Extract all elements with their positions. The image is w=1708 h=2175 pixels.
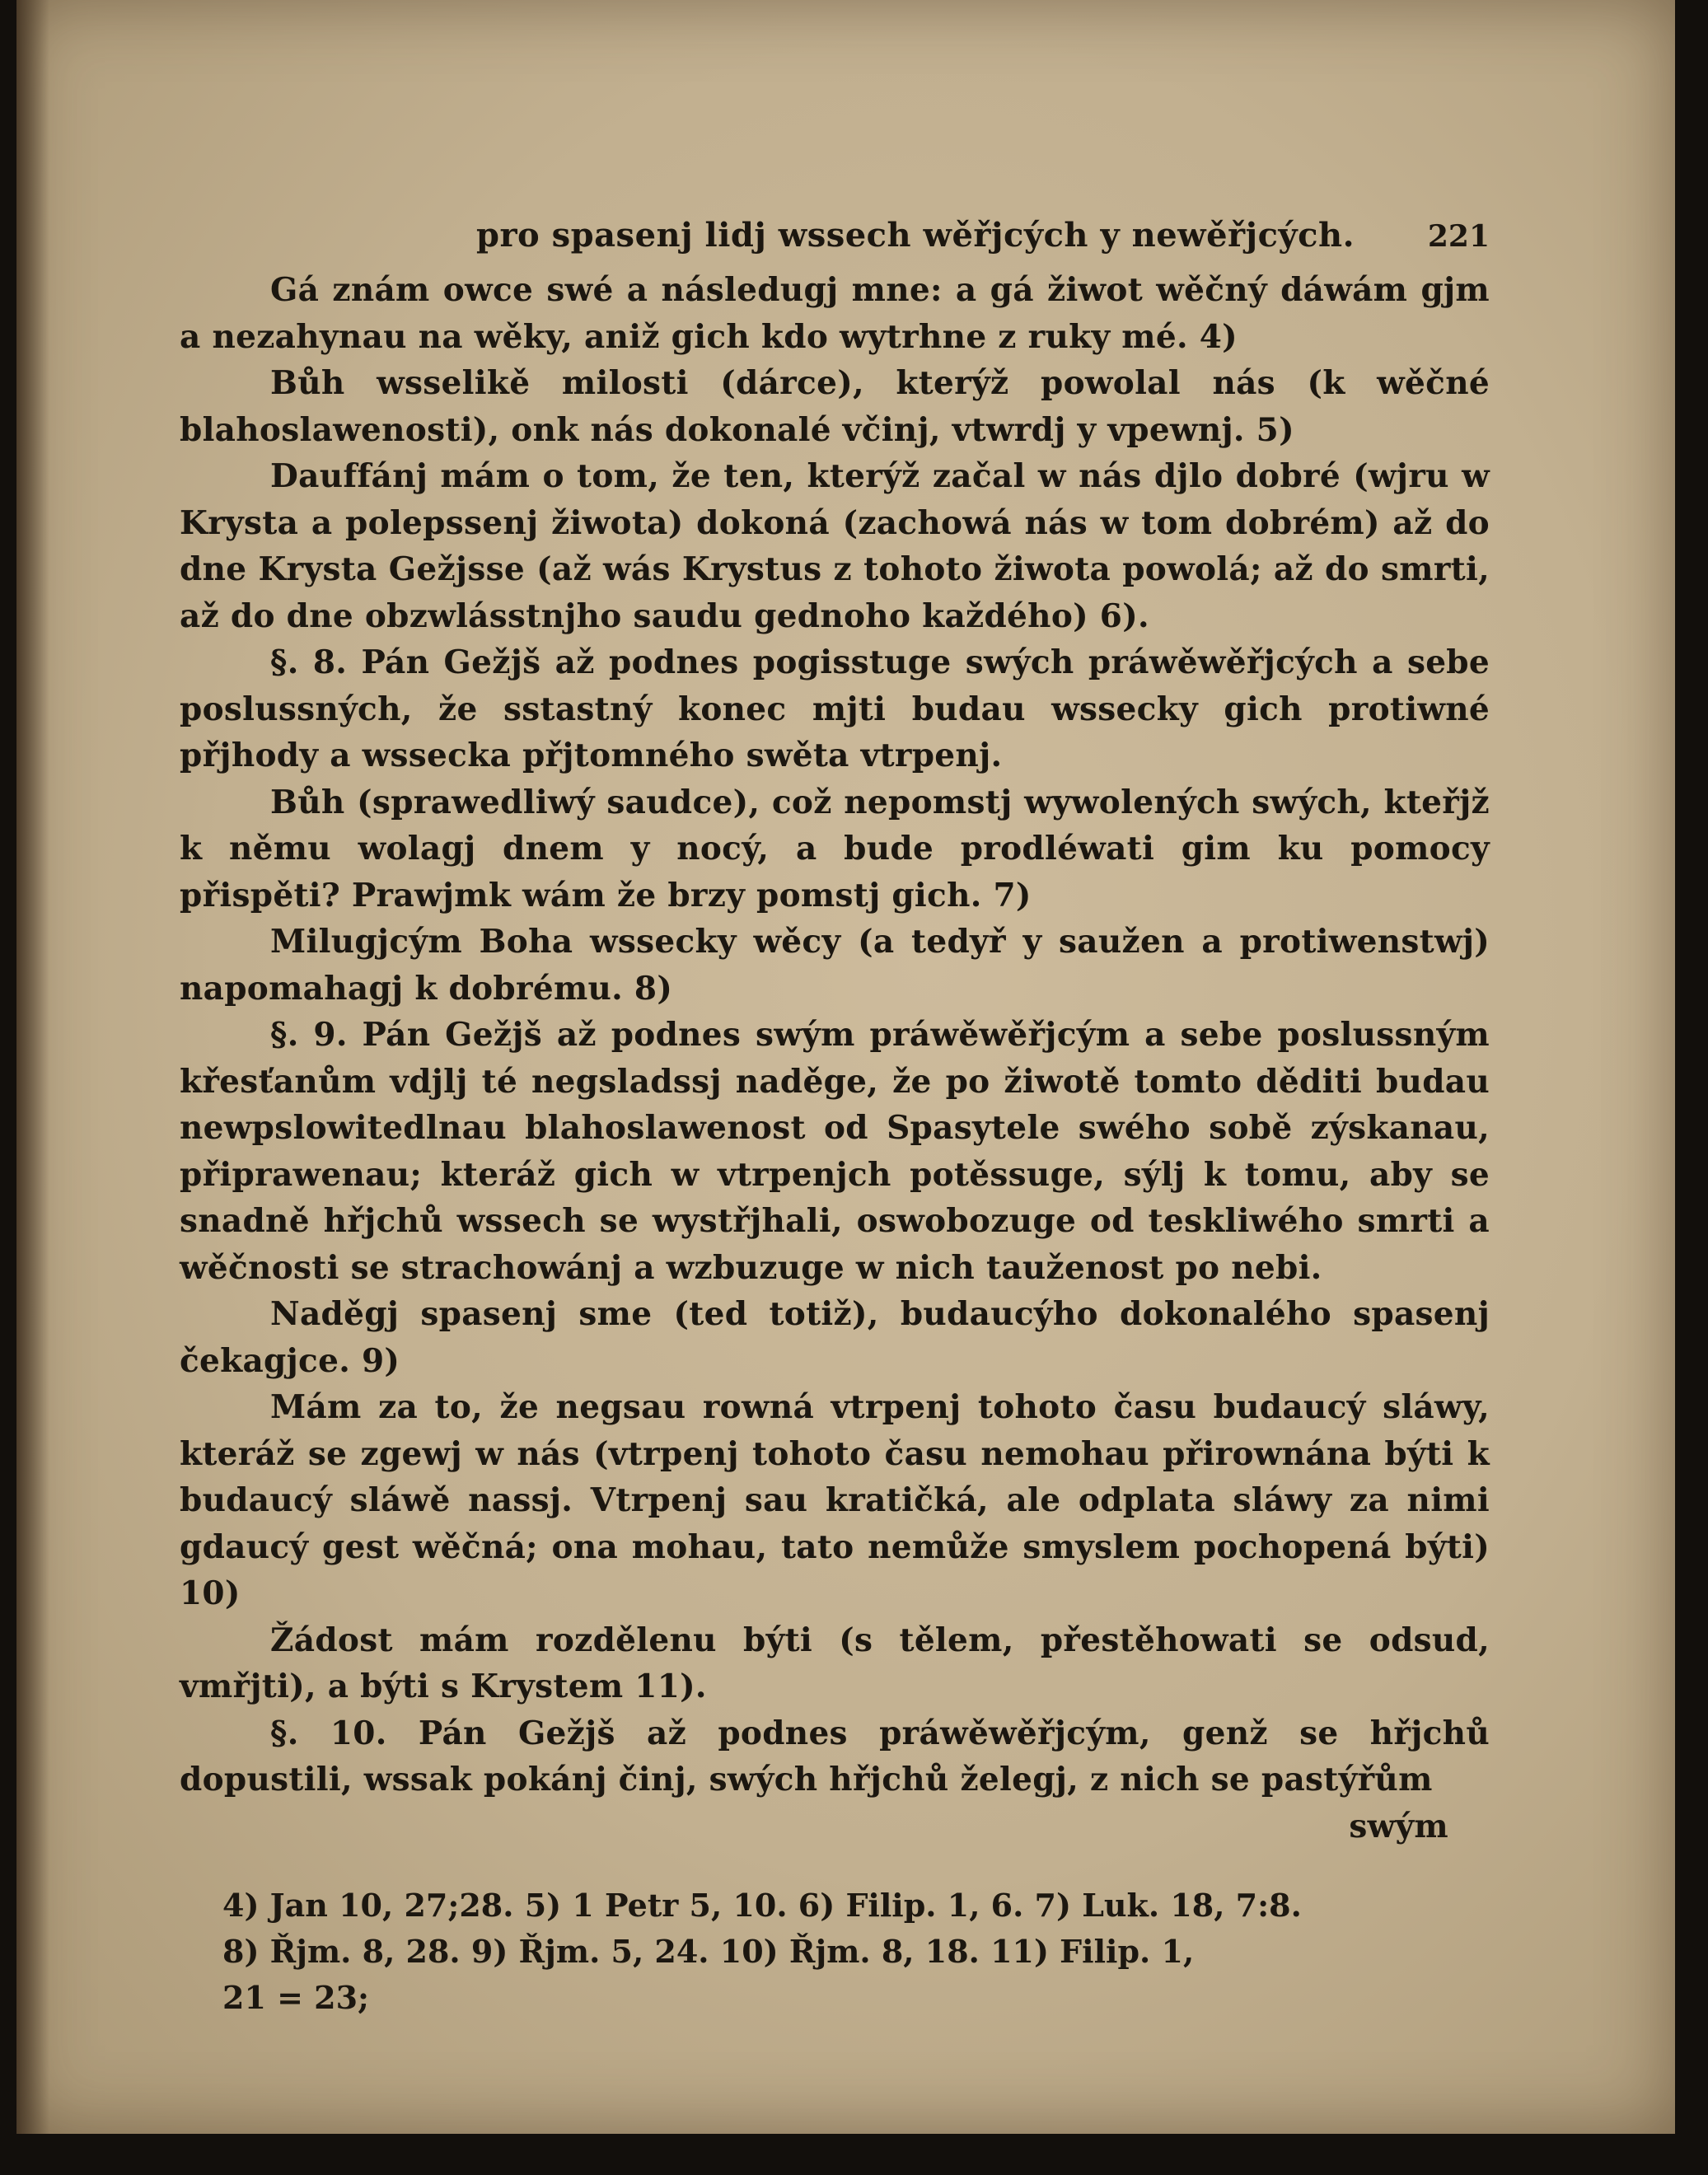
catchword: swým xyxy=(1349,1807,1448,1845)
section-paragraph: §. 8. Pán Gežjš až podnes pogisstuge swých práwěwěřjcých a sebe poslussných, že sstastný konec mjti budau wssecky gich protiwné přjhody a wssecka přjtomného swěta vtrpenj. xyxy=(180,643,1490,774)
page-number: 221 xyxy=(1427,219,1490,254)
page-text-block xyxy=(180,216,1490,2021)
paragraph: Bůh wsselikě milosti (dárce), kterýž powolal nás (k wěčné blahoslawenosti), onk nás dokonalé včinj, vtwrdj y vpewnj. 5) xyxy=(180,364,1490,449)
section-paragraph: §. 10. Pán Gežjš až podnes práwěwěřjcým, genž se hřjchů dopustili, wssak pokánj činj, swých hřjchů želegj, z nich se pastýřům xyxy=(180,1714,1490,1798)
footnote-line: 8) Řjm. 8, 28. 9) Řjm. 5, 24. 10) Řjm. 8, 18. 11) Filip. 1, xyxy=(222,1933,1195,1970)
footnotes xyxy=(180,1883,1490,2021)
page-header xyxy=(180,216,1490,267)
paragraph: Žádost mám rozdělenu býti (s tělem, přestěhowati se odsud, vmřjti), a býti s Krystem 11). xyxy=(180,1621,1490,1705)
paragraph: Milugjcým Boha wssecky wěcy (a tedyř y saužen a protiwenstwj) napomahagj k dobrému. 8) xyxy=(180,923,1490,1008)
body-text xyxy=(180,267,1490,1850)
paragraph: Naděgj spasenj sme (ted totiž), budaucýho dokonalého spasenj čekagjce. 9) xyxy=(180,1295,1490,1380)
running-head: pro spasenj lidj wssech wěřjcých y newěřjcých. xyxy=(476,216,1355,255)
footnote-line: 4) Jan 10, 27;28. 5) 1 Petr 5, 10. 6) Filip. 1, 6. 7) Luk. 18, 7:8. xyxy=(222,1887,1302,1924)
page-gutter-shadow xyxy=(16,0,49,2134)
paragraph: Gá znám owce swé a následugj mne: a gá žiwot wěčný dáwám gjm a nezahynau na wěky, aniž gich kdo wytrhne z ruky mé. 4) xyxy=(180,271,1490,356)
paragraph: Mám za to, že negsau rowná vtrpenj tohoto času budaucý sláwy, kteráž se zgewj w nás (vtrpenj tohoto času nemohau přirownána býti k budaucý sláwě nassj. Vtrpenj sau kratičká, ale odplata sláwy za nimi gdaucý gest wěčná; ona mohau, tato nemůže smyslem pochopená býti) 10) xyxy=(180,1388,1490,1612)
paragraph: Dauffánj mám o tom, že ten, kterýž začal w nás djlo dobré (wjru w Krysta a polepssenj žiwota) dokoná (zachowá nás w tom dobrém) až do dne Krysta Gežjsse (až wás Krystus z tohoto žiwota powolá; až do smrti, až do dne obzwlásstnjho saudu gednoho každého) 6). xyxy=(180,457,1490,635)
footnote-line: 21 = 23; xyxy=(222,1979,370,2016)
paragraph: Bůh (sprawedliwý saudce), což nepomstj wywolených swých, kteřjž k němu wolagj dnem y nocý, a bude prodléwati gim ku pomocy přispěti? Prawjmk wám že brzy pomstj gich. 7) xyxy=(180,783,1490,914)
section-paragraph: §. 9. Pán Gežjš až podnes swým práwěwěřjcým a sebe poslussným křesťanům vdjlj té negsladssj naděge, že po žiwotě tomto děditi budau newpslowitedlnau blahoslawenost od Spasytele swého sobě zýskanau, připrawenau; kteráž gich w vtrpenjch potěssuge, sýlj k tomu, aby se snadně hřjchů wssech se wystřjhali, oswobozuge od teskliwého smrti a wěčnosti se strachowánj a wzbuzuge w nich tauženost po nebi. xyxy=(180,1016,1490,1287)
